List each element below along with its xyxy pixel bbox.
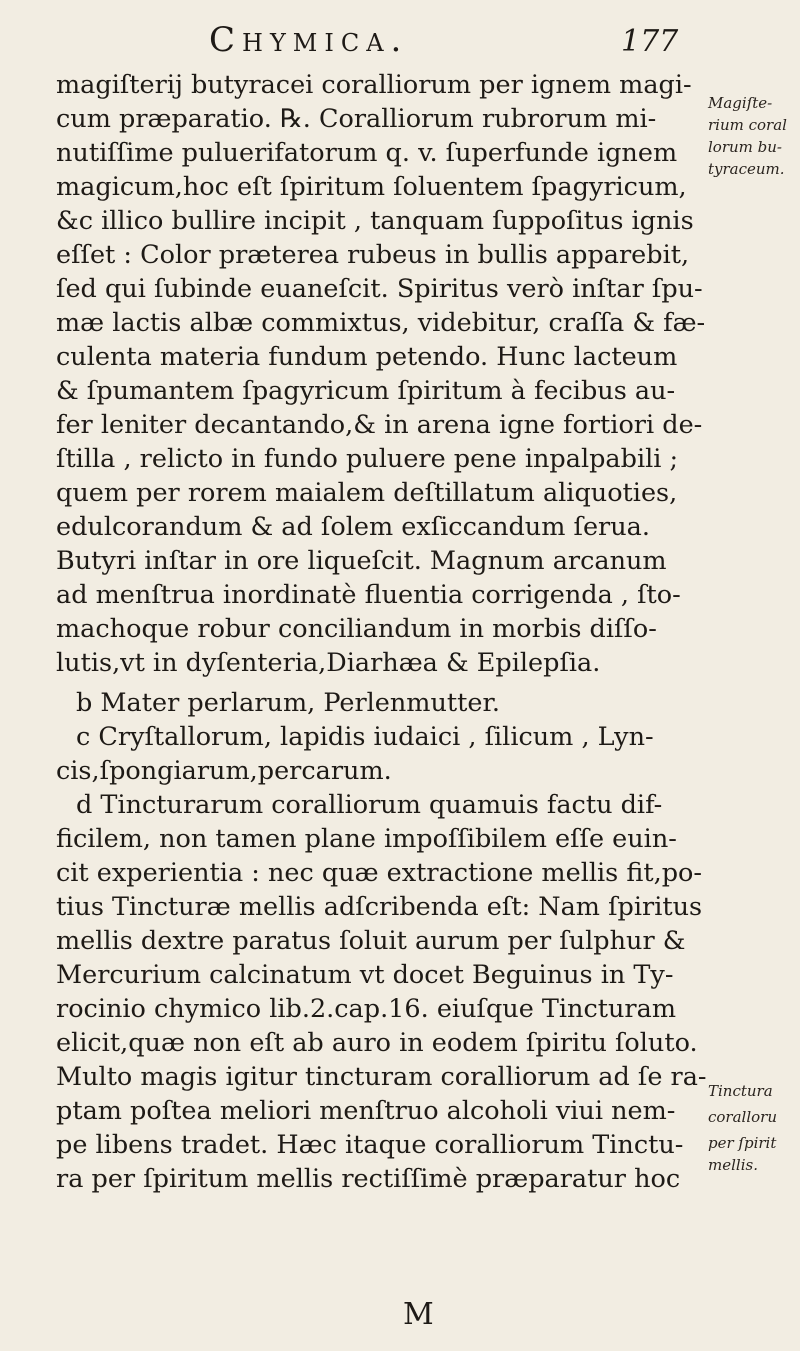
text-line: tius Tincturæ mellis adſcribenda eſt: Nam ſpiritus — [56, 892, 703, 922]
text-line: eſſet : Color præterea rubeus in bullis apparebit, — [56, 240, 690, 270]
text-line: ra per ſpiritum mellis rectiſſimè præparatur hoc — [56, 1164, 681, 1194]
text-line: edulcorandum & ad ſolem exſiccandum ſerua. — [56, 512, 650, 542]
margin-note: per ſpirit — [708, 1134, 777, 1152]
catchword: M — [403, 1297, 434, 1332]
text-line: ptam poſtea meliori menſtruo alcoholi viui nem- — [56, 1096, 676, 1126]
text-line: ſtilla , relicto in fundo puluere pene inpalpabili ; — [56, 444, 679, 474]
margin-note: lorum bu- — [708, 138, 782, 156]
page-header — [195, 14, 679, 64]
text-line: &c illico bullire incipit , tanquam ſuppoſitus ignis — [56, 206, 694, 236]
text-line: cum præparatio. ℞. Coralliorum rubrorum mi- — [56, 104, 657, 134]
text-line: Multo magis igitur tincturam coralliorum ad ſe ra- — [56, 1062, 707, 1092]
text-line: magicum,hoc eſt ſpiritum ſoluentem ſpagyricum, — [56, 172, 687, 202]
text-line: Mercurium calcinatum vt docet Beguinus in Ty- — [56, 960, 674, 990]
running-head: Chymica. — [209, 20, 409, 60]
text-line: fer leniter decantando,& in arena igne fortiori de- — [56, 410, 703, 440]
text-line: mellis dextre paratus ſoluit aurum per ſulphur & — [56, 926, 686, 956]
text-line: Butyri inſtar in ore liqueſcit. Magnum arcanum — [56, 546, 667, 576]
text-line: mæ lactis albæ commixtus, videbitur, craſſa & fæ- — [56, 308, 706, 338]
text-line: ad menſtrua inordinatè fluentia corrigenda , ſto- — [56, 580, 681, 610]
text-line: ficilem, non tamen plane impoſſibilem eſſe euin- — [56, 824, 677, 854]
page-number: 177 — [621, 24, 679, 59]
text-line: quem per rorem maialem deſtillatum aliquoties, — [56, 478, 678, 508]
margin-note: mellis. — [708, 1156, 758, 1174]
margin-note: rium coral — [708, 116, 787, 134]
text-line: & ſpumantem ſpagyricum ſpiritum à fecibus au- — [56, 376, 676, 406]
text-line: elicit,quæ non eſt ab auro in eodem ſpiritu ſoluto. — [56, 1028, 698, 1058]
text-line: ſed qui ſubinde euaneſcit. Spiritus verò inſtar ſpu- — [56, 274, 703, 304]
margin-note: Magiſte- — [708, 94, 773, 112]
note-c-line: c Cryſtallorum, lapidis iudaici , ſilicum , Lyn- — [76, 722, 654, 752]
note-b-line: b Mater perlarum, Perlenmutter. — [76, 688, 500, 718]
text-line: machoque robur conciliandum in morbis diſſo- — [56, 614, 657, 644]
text-line: nutiſſime puluerifatorum q. v. ſuperfunde ignem — [56, 138, 678, 168]
text-line: culenta materia fundum petendo. Hunc lacteum — [56, 342, 678, 372]
text-line: pe libens tradet. Hæc itaque coralliorum Tinctu- — [56, 1130, 684, 1160]
margin-note: coralloru — [708, 1108, 778, 1126]
text-line: lutis,vt in dyſenteria,Diarhæa & Epilepſia. — [56, 648, 601, 678]
note-d-line: d Tincturarum coralliorum quamuis factu dif- — [76, 790, 663, 820]
text-line: cit experientia : nec quæ extractione mellis fit,po- — [56, 858, 703, 888]
margin-note: Tinctura — [708, 1082, 773, 1100]
margin-note: tyraceum. — [708, 160, 785, 178]
text-line: cis,ſpongiarum,percarum. — [56, 756, 392, 786]
text-line: magiſterij butyracei coralliorum per ignem magi- — [56, 70, 692, 100]
text-line: rocinio chymico lib.2.cap.16. eiuſque Tincturam — [56, 994, 677, 1024]
